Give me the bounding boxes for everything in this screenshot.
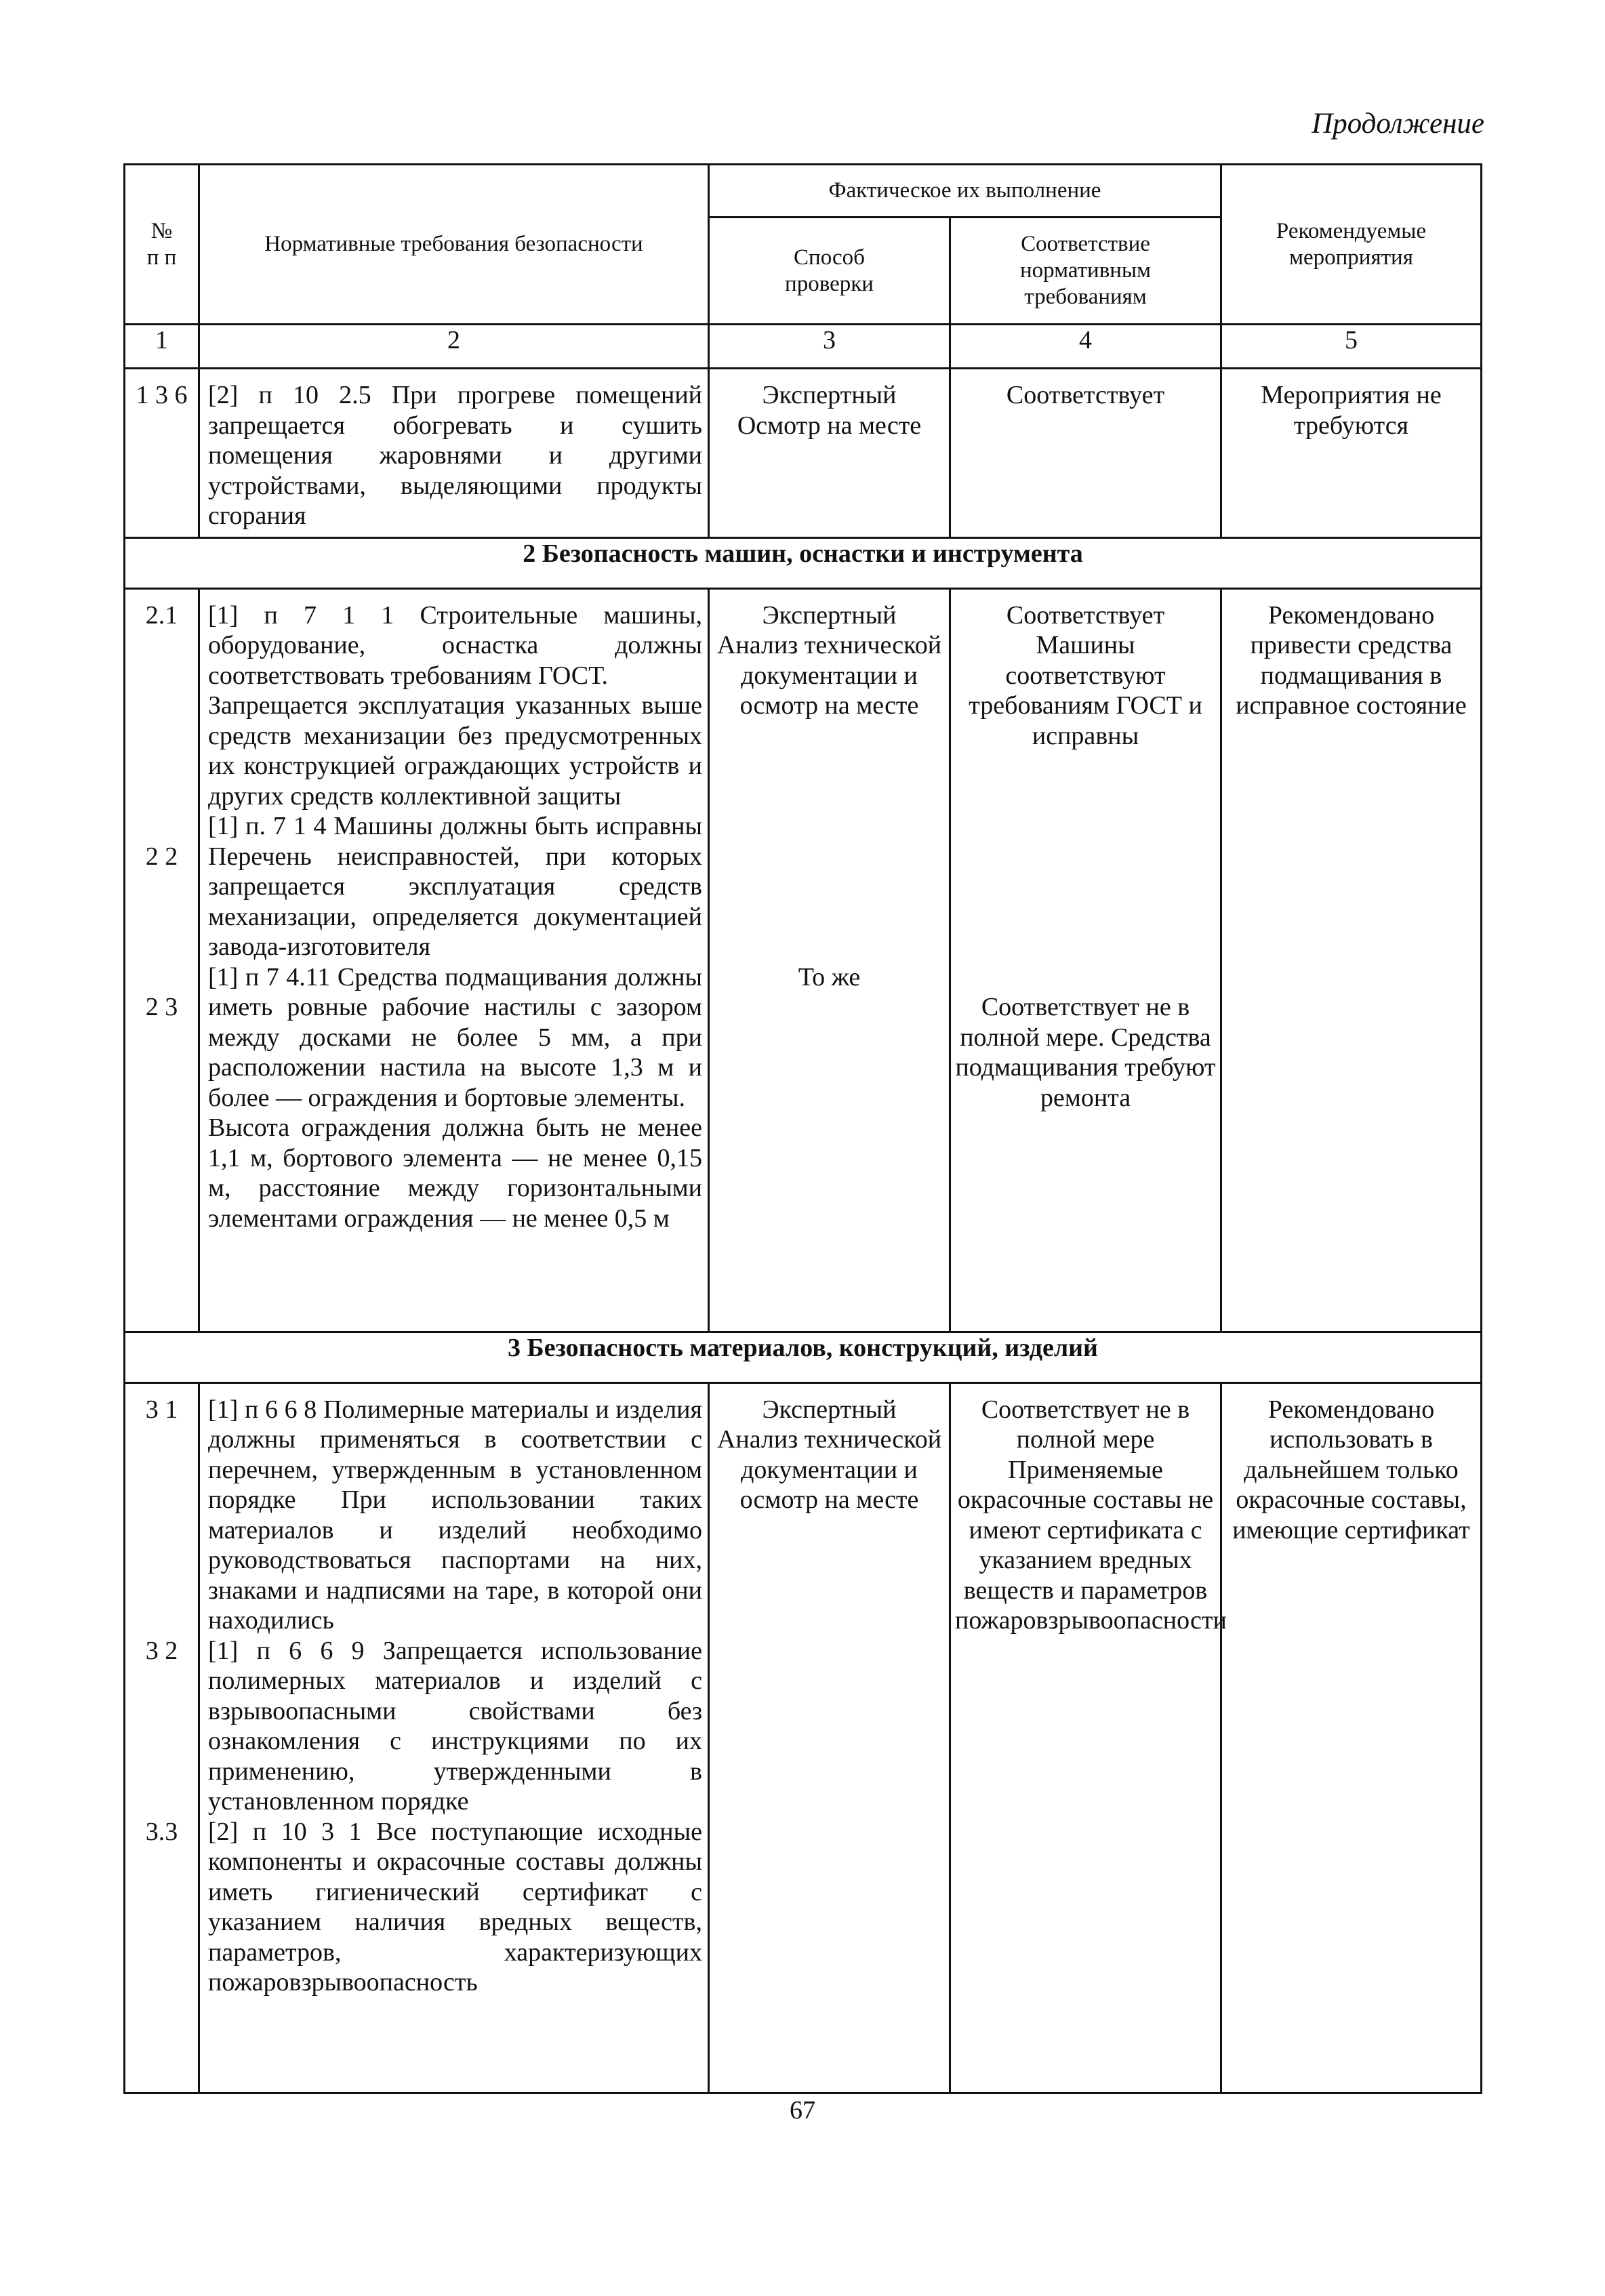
section-heading: 3 Безопасность материалов, конструкций, изделий <box>125 1332 1482 1382</box>
compliance-status: Соответствует не в полной мере Применяемые окрасочные составы не имеют сертификата с указанием вредных веществ и параметров пожаровзрывоопасности <box>950 1382 1221 2093</box>
row-numbers <box>125 588 199 1332</box>
header-col-no: № п п <box>125 165 199 325</box>
check-method: Экспертный Осмотр на месте <box>709 369 950 538</box>
check-method: Экспертный Анализ технической документации и осмотр на месте <box>709 1382 950 2093</box>
recommended-measures: Рекомендовано использовать в дальнейшем только окрасочные составы, имеющие сертификат <box>1221 1382 1482 2093</box>
page-number: 67 <box>790 2096 815 2125</box>
header-col-compliance: Соответствие нормативным требованиям <box>950 218 1221 325</box>
safety-requirements-table <box>123 163 1482 2094</box>
row-number: 3.3 <box>145 1817 178 1846</box>
header-col-requirements: Нормативные требования безопасности <box>199 165 709 325</box>
row-number: 3 1 <box>145 1395 178 1424</box>
section-heading: 2 Безопасность машин, оснастки и инструмента <box>125 537 1482 588</box>
table-row <box>125 369 1482 538</box>
header-col-method: Способ проверки <box>709 218 950 325</box>
section-heading-row <box>125 537 1482 588</box>
section-heading-row <box>125 1332 1482 1382</box>
column-number: 4 <box>950 325 1221 369</box>
check-method: Экспертный Анализ технической документации и осмотр на месте То же <box>709 588 950 1332</box>
requirement-paragraph: [1] п 6 6 8 Полимерные материалы и изделия должны применяться в соответствии с перечнем, утвержденным в установленном порядке При использовании таких материалов и изделий необходимо руководствоваться паспортами на них, знаками и надписями на таре, в которой они находились <box>208 1395 702 1635</box>
column-number-row <box>125 325 1482 369</box>
requirement-paragraph: [2] п 10 3 1 Все поступающие исходные компоненты и окрасочные составы должны иметь гигиенический сертификат с указанием наличия вредных веществ, параметров, характеризующих пожаровзрывоопасность <box>208 1817 702 1996</box>
row-number: 3 2 <box>145 1636 178 1665</box>
row-number: 2 3 <box>145 993 178 1021</box>
table-row <box>125 588 1482 1332</box>
row-numbers <box>125 1382 199 2093</box>
requirement-paragraph: [1] п 7 4.11 Средства подмащивания должны иметь ровные рабочие настилы с зазором между досками не более 5 мм, а при расположении настила на высоте 1,3 м и более — ограждения и бортовые элементы. <box>208 962 702 1112</box>
compliance-status-2-3: Соответствует не в полной мере. Средства подмащивания требуют ремонта <box>955 993 1216 1112</box>
column-number: 1 <box>125 325 199 369</box>
requirement-paragraph: Высота ограждения должна быть не менее 1,1 м, бортового элемента — не менее 0,15 м, расстояние между горизонтальными элементами ограждения — не менее 0,5 м <box>208 1113 702 1233</box>
row-number: 1 3 6 <box>125 369 199 538</box>
requirement-paragraph: [1] п 7 1 1 Строительные машины, оборудование, оснастка должны соответствовать требованиям ГОСТ. <box>208 600 702 690</box>
row-number: 2.1 <box>145 600 178 630</box>
requirement-text <box>199 1382 709 2093</box>
table-row <box>125 1382 1482 2093</box>
recommended-measures: Мероприятия не требуются <box>1221 369 1482 538</box>
recommended-measures: Рекомендовано привести средства подмащивания в исправное состояние <box>1221 588 1482 1332</box>
header-actual-group: Фактическое их выполнение <box>709 165 1221 218</box>
requirement-text <box>199 588 709 1332</box>
compliance-status: Соответствует Машины соответствуют требованиям ГОСТ и исправны Соответствует не в полной мере. Средства подмащивания требуют ремонта <box>950 588 1221 1332</box>
compliance-status: Соответствует <box>950 369 1221 538</box>
column-number: 5 <box>1221 325 1482 369</box>
column-number: 3 <box>709 325 950 369</box>
header-col-recommended: Рекомендуемые мероприятия <box>1221 165 1482 325</box>
check-method-same: То же <box>798 962 861 991</box>
requirement-paragraph: Запрещается эксплуатация указанных выше средств механизации без предусмотренных их конструкцией ограждающих устройств и других средств коллективной защиты <box>208 691 702 811</box>
column-number: 2 <box>199 325 709 369</box>
continuation-label: Продолжение <box>1312 108 1484 140</box>
row-number: 2 2 <box>145 842 178 871</box>
requirement-text: [2] п 10 2.5 При прогреве помещений запрещается обогревать и сушить помещения жаровнями и другими устройствами, выделяющими продукты сгорания <box>199 369 709 538</box>
requirement-paragraph: [1] п. 7 1 4 Машины должны быть исправны Перечень неисправностей, при которых запрещается эксплуатация средств механизации, определяется документацией завода-изготовителя <box>208 812 702 961</box>
requirement-paragraph: [1] п 6 6 9 Запрещается использование полимерных материалов и изделий с взрывоопасными свойствами без ознакомления с инструкциями по их применению, утвержденными в установленном порядке <box>208 1636 702 1816</box>
